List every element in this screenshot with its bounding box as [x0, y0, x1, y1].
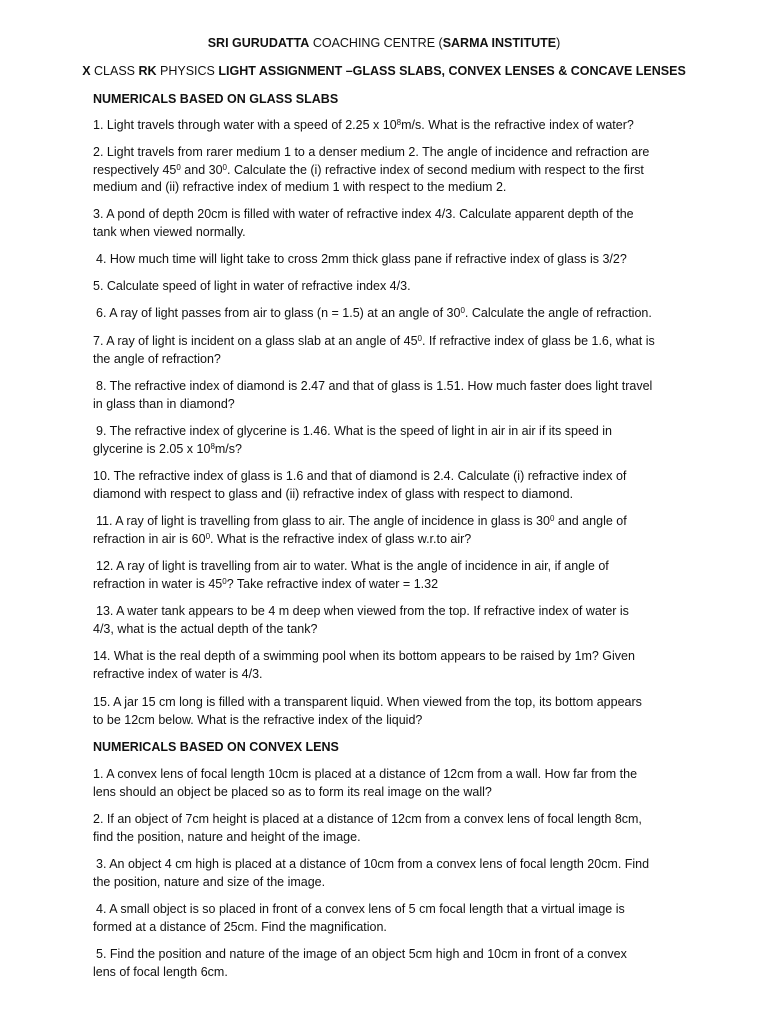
question-glass-12: 12. A ray of light is travelling from air to water. What is the angle of incidence in air, if angle of refraction in water is $45^0$? Take refractive index of water = 1.32 [93, 559, 609, 591]
question-glass-9: 9. The refractive index of glycerine is 1.46. What is the speed of light in air in air if its speed in glycerine is 2.05 x $10^8m/s$? [93, 424, 613, 456]
subtitle-part: X [82, 64, 91, 78]
question-convex-5: 5. Find the position and nature of the image of an object 5cm high and 10cm in front of a convex lens of focal length 6cm. [93, 947, 627, 979]
title-part: ) [556, 36, 561, 50]
question-glass-11: 11. A ray of light is travelling from glass to air. The angle of incidence in glass is $30^0$ and angle of refraction in air is $60^0$. What is the refractive index of glass w.r.to air? [93, 514, 627, 546]
institute-title [0, 35, 768, 51]
section-heading-convex-lens: NUMERICALS BASED ON CONVEX LENS [93, 740, 339, 754]
question-glass-4: 4. How much time will light take to cross 2mm thick glass pane if refractive index of glass is 3/2? [96, 252, 627, 266]
title-part: SRI GURUDATTA [207, 36, 310, 50]
question-glass-2: 2. Light travels from rarer medium 1 to a denser medium 2. The angle of incidence and refraction are respectively $45^0$ and $30^0$. Calculate the (i) refractive index of second medium with respect to the first medium and (ii) refractive index of medium 1 with respect to the medium 2. [93, 145, 650, 194]
question-glass-6: 6. A ray of light passes from air to glass (n = 1.5) at an angle of $30^0$. Calculate the angle of refraction. [96, 306, 652, 320]
question-glass-14: 14. What is the real depth of a swimming pool when its bottom appears to be raised by 1m? Given refractive index of water is 4/3. [93, 649, 635, 681]
question-glass-8: 8. The refractive index of diamond is 2.47 and that of glass is 1.51. How much faster does light travel in glass than in diamond? [93, 379, 653, 411]
question-glass-13: 13. A water tank appears to be 4 m deep when viewed from the top. If refractive index of water is 4/3, what is the actual depth of the tank? [93, 604, 629, 636]
subtitle-part: PHYSICS [156, 64, 219, 78]
subtitle-part: LIGHT ASSIGNMENT –GLASS SLABS, CONVEX LENSES & CONCAVE LENSES [218, 64, 686, 78]
question-glass-5: 5. Calculate speed of light in water of refractive index 4/3. [93, 279, 411, 293]
section-heading-glass-slabs: NUMERICALS BASED ON GLASS SLABS [93, 92, 339, 106]
title-part: COACHING CENTRE ( [309, 36, 443, 50]
subtitle-part: RK [138, 64, 157, 78]
question-glass-1: 1. Light travels through water with a speed of 2.25 x $10^8m/s$. What is the refractive index of water? [93, 118, 634, 132]
question-glass-3: 3. A pond of depth 20cm is filled with water of refractive index 4/3. Calculate apparent depth of the tank when viewed normally. [93, 207, 634, 239]
question-glass-10: 10. The refractive index of glass is 1.6 and that of diamond is 2.4. Calculate (i) refractive index of diamond with respect to glass and (ii) refractive index of glass with respect to diamond. [93, 469, 627, 501]
subtitle-part: CLASS [90, 64, 139, 78]
assignment-subtitle [0, 63, 768, 79]
question-glass-15: 15. A jar 15 cm long is filled with a transparent liquid. When viewed from the top, its bottom appears to be 12cm below. What is the refractive index of the liquid? [93, 695, 642, 727]
question-convex-2: 2. If an object of 7cm height is placed at a distance of 12cm from a convex lens of focal length 8cm, find the position, nature and height of the image. [93, 812, 642, 844]
question-convex-3: 3. An object 4 cm high is placed at a distance of 10cm from a convex lens of focal length 20cm. Find the position, nature and size of the image. [93, 857, 650, 889]
title-part: SARMA INSTITUTE [442, 36, 557, 50]
question-glass-7: 7. A ray of light is incident on a glass slab at an angle of $45^0$. If refractive index of glass be 1.6, what is the angle of refraction? [93, 334, 655, 366]
question-convex-4: 4. A small object is so placed in front of a convex lens of 5 cm focal length that a virtual image is formed at a distance of 25cm. Find the magnification. [93, 902, 625, 934]
question-convex-1: 1. A convex lens of focal length 10cm is placed at a distance of 12cm from a wall. How far from the lens should an object be placed so as to form its real image on the wall? [93, 767, 638, 799]
